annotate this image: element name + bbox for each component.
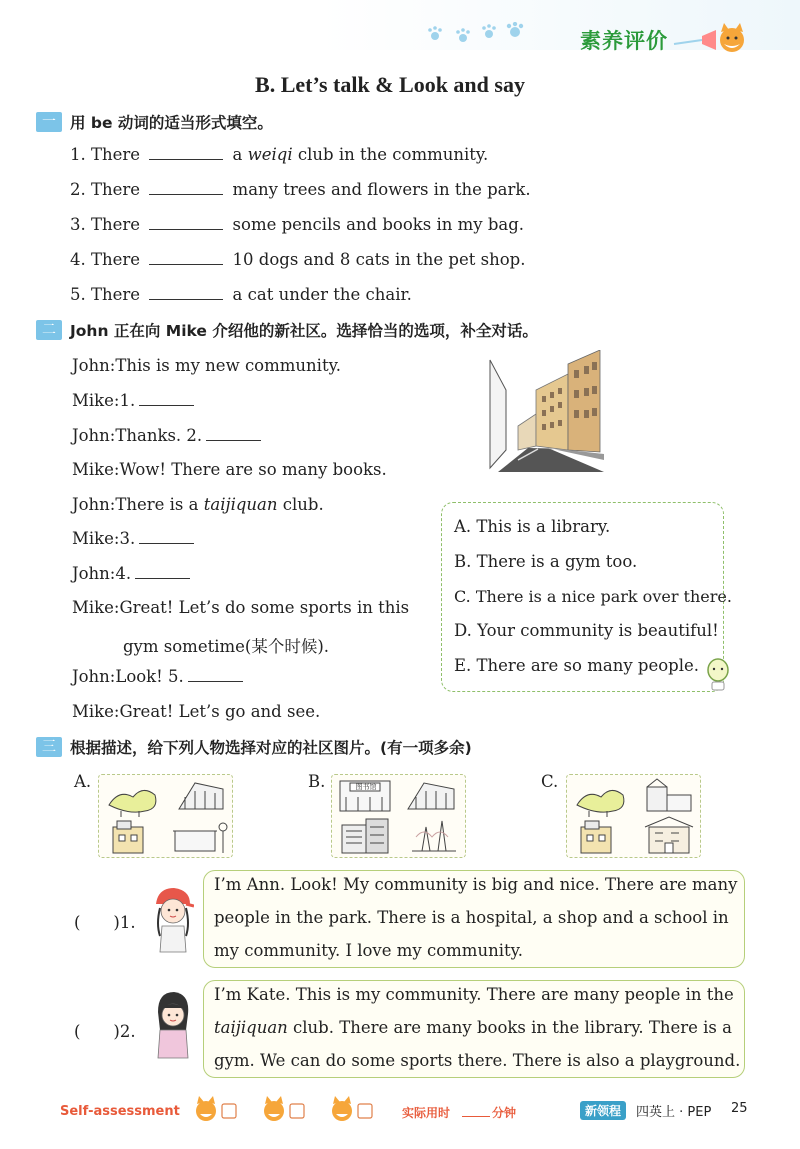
dialogue-text: John:4. bbox=[72, 564, 132, 583]
q1-line-1: I’m Ann. Look! My community is big and nice. There are many bbox=[214, 875, 738, 894]
answer-blank[interactable] bbox=[135, 564, 190, 579]
item-number: 5. There bbox=[70, 285, 141, 304]
q2-line-1: I’m Kate. This is my community. There are many people in the bbox=[214, 985, 734, 1004]
section-3-badge: 三 bbox=[36, 737, 62, 757]
brand-badge: 新领程 bbox=[580, 1101, 626, 1120]
time-blank[interactable] bbox=[462, 1116, 490, 1117]
ann-avatar bbox=[150, 884, 194, 954]
q2-line-2 bbox=[214, 1018, 732, 1037]
q2-line-3: gym. We can do some sports there. There is also a playground. bbox=[214, 1051, 741, 1070]
section-3-instruction: 根据描述，给下列人物选择对应的社区图片。(有一项多余) bbox=[70, 739, 472, 757]
q1-line-2: people in the park. There is a hospital, a shop and a school in bbox=[214, 908, 729, 927]
page-number: 25 bbox=[731, 1101, 748, 1116]
item-text: many trees and flowers in the park. bbox=[232, 180, 531, 199]
item-number: 2. There bbox=[70, 180, 141, 199]
section-1-badge: 一 bbox=[36, 112, 62, 132]
picture-b-label: B. bbox=[308, 772, 326, 791]
answer-blank[interactable] bbox=[139, 529, 194, 544]
item-number: 1. There bbox=[70, 145, 141, 164]
cactus-icon bbox=[704, 656, 732, 692]
self-assessment-label: Self-assessment bbox=[60, 1104, 180, 1119]
dialogue-text: Mike:3. bbox=[72, 529, 136, 548]
dialogue-line-11: Mike:Great! Let’s go and see. bbox=[72, 702, 321, 721]
answer-blank[interactable] bbox=[188, 667, 243, 682]
dialogue-line-9: gym sometime(某个时候). bbox=[123, 637, 330, 656]
q2-text: club. There are many books in the library. There is a bbox=[287, 1018, 732, 1037]
item-text: club in the community. bbox=[292, 145, 489, 164]
street-scene-icon bbox=[488, 350, 604, 472]
kate-avatar bbox=[150, 990, 194, 1060]
dialogue-line-4: Mike:Wow! There are so many books. bbox=[72, 460, 387, 479]
dialogue-text: John:Thanks. 2. bbox=[72, 426, 203, 445]
picture-c[interactable] bbox=[566, 774, 701, 858]
section-2-instruction: John 正在向 Mike 介绍他的新社区。选择恰当的选项，补全对话。 bbox=[70, 322, 538, 340]
book-label: 四英上 · PEP bbox=[636, 1105, 712, 1120]
dialogue-line-10 bbox=[72, 667, 243, 686]
q1-line-3: my community. I love my community. bbox=[214, 941, 523, 960]
girl-icon bbox=[150, 990, 194, 1060]
dialogue-emphasis: taijiquan bbox=[203, 495, 278, 514]
answer-blank[interactable] bbox=[149, 215, 223, 230]
dialogue-text: John:Look! 5. bbox=[72, 667, 184, 686]
dialogue-line-2 bbox=[72, 391, 194, 410]
picture-b[interactable] bbox=[331, 774, 466, 858]
s1-item-5 bbox=[70, 285, 412, 304]
time-label: 实际用时 bbox=[402, 1106, 451, 1120]
minutes-label: 分钟 bbox=[492, 1106, 517, 1120]
option-a: A. This is a library. bbox=[454, 517, 611, 536]
cactus-decoration bbox=[704, 656, 732, 692]
item-text: a cat under the chair. bbox=[232, 285, 412, 304]
q2-label: ( )2. bbox=[74, 1022, 136, 1041]
s1-item-4 bbox=[70, 250, 525, 269]
q1-speech-bubble bbox=[203, 870, 745, 968]
picture-a-label: A. bbox=[74, 772, 92, 791]
section-1-instruction: 用 be 动词的适当形式填空。 bbox=[70, 114, 273, 132]
option-e: E. There are so many people. bbox=[454, 656, 699, 675]
fox-megaphone-icon bbox=[672, 22, 750, 56]
option-c: C. There is a nice park over there. bbox=[454, 587, 732, 606]
library-sign: 图书馆 bbox=[355, 783, 377, 791]
option-d: D. Your community is beautiful! bbox=[454, 621, 719, 640]
paw-icon bbox=[425, 22, 535, 44]
dialogue-text: Mike:1. bbox=[72, 391, 136, 410]
item-emphasis: weiqi bbox=[247, 145, 293, 164]
dialogue-line-7 bbox=[72, 564, 190, 583]
q2-emphasis: taijiquan bbox=[214, 1018, 288, 1037]
dialogue-line-1: John:This is my new community. bbox=[72, 356, 341, 375]
answer-blank[interactable] bbox=[139, 391, 194, 406]
community-a-icon bbox=[99, 775, 232, 857]
answer-blank[interactable] bbox=[206, 426, 261, 441]
q2-speech-bubble bbox=[203, 980, 745, 1078]
q1-label: ( )1. bbox=[74, 913, 136, 932]
dialogue-text: club. bbox=[277, 495, 324, 514]
paw-prints bbox=[425, 22, 535, 44]
item-text: some pencils and books in my bag. bbox=[232, 215, 525, 234]
option-b: B. There is a gym too. bbox=[454, 552, 638, 571]
s1-item-1 bbox=[70, 145, 488, 164]
section-2-badge: 二 bbox=[36, 320, 62, 340]
header-label: 素养评价 bbox=[580, 29, 668, 53]
street-illustration bbox=[488, 350, 604, 472]
answer-blank[interactable] bbox=[149, 180, 223, 195]
s1-item-2 bbox=[70, 180, 531, 199]
rating-foxes bbox=[192, 1096, 382, 1124]
answer-blank[interactable] bbox=[149, 145, 223, 160]
dialogue-line-5 bbox=[72, 495, 324, 514]
answer-blank[interactable] bbox=[149, 250, 223, 265]
item-number: 4. There bbox=[70, 250, 141, 269]
picture-a[interactable] bbox=[98, 774, 233, 858]
item-text: 10 dogs and 8 cats in the pet shop. bbox=[232, 250, 526, 269]
answer-blank[interactable] bbox=[149, 285, 223, 300]
item-text: a bbox=[232, 145, 248, 164]
item-number: 3. There bbox=[70, 215, 141, 234]
page-title: B. Let’s talk & Look and say bbox=[255, 72, 525, 97]
fox-rating-icon bbox=[192, 1096, 382, 1124]
s1-item-3 bbox=[70, 215, 524, 234]
picture-c-label: C. bbox=[541, 772, 559, 791]
community-c-icon bbox=[567, 775, 700, 857]
header-mascot bbox=[672, 22, 750, 56]
dialogue-line-3 bbox=[72, 426, 261, 445]
dialogue-line-6 bbox=[72, 529, 194, 548]
dialogue-text: John:There is a bbox=[72, 495, 204, 514]
girl-cap-icon bbox=[150, 884, 194, 954]
dialogue-line-8: Mike:Great! Let’s do some sports in this bbox=[72, 598, 410, 617]
